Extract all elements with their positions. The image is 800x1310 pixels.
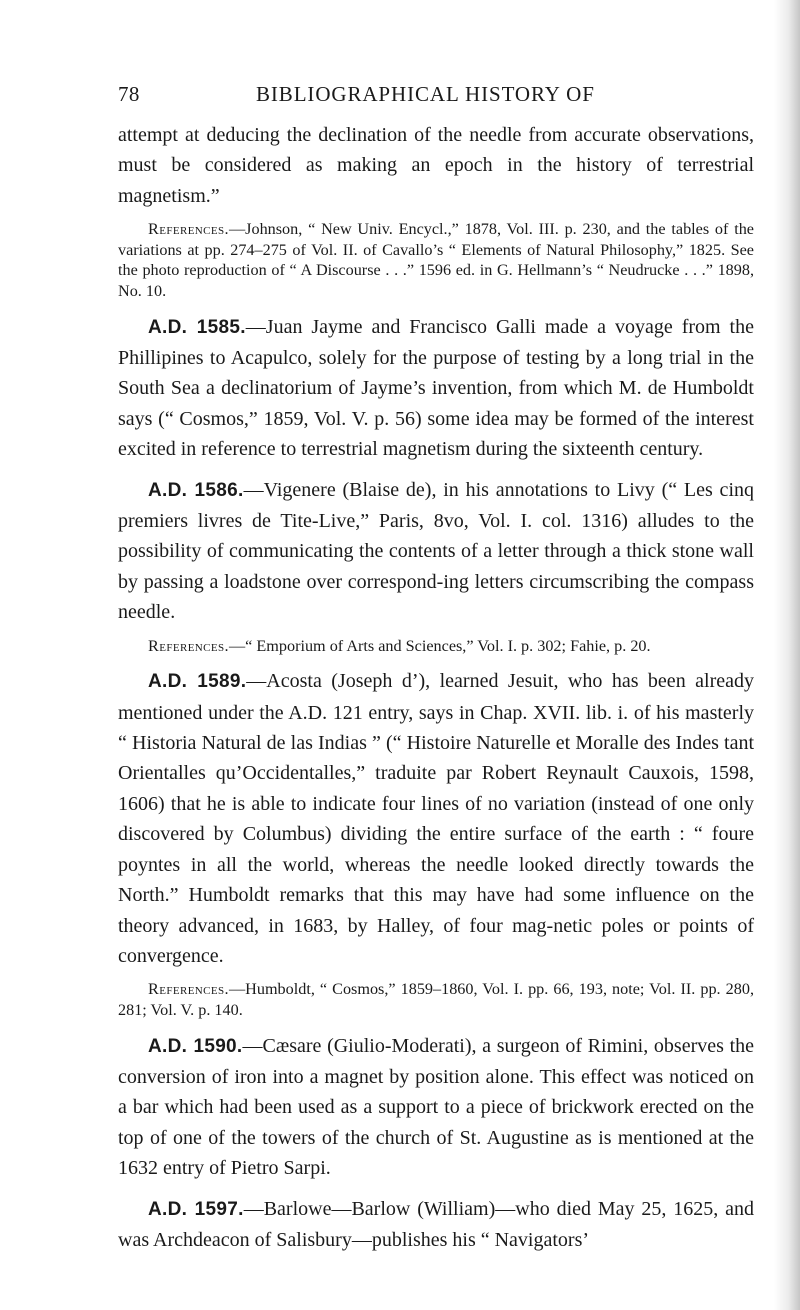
entry-1585 bbox=[118, 312, 754, 465]
entry-1597 bbox=[118, 1194, 754, 1256]
entry-heading: A.D. 1586. bbox=[148, 479, 244, 501]
entry-text: —Vigenere (Blaise de), in his annotations to Livy (“ Les cinq premiers livres de Tite-Live,” Paris, 8vo, Vol. I. col. 1316) alludes to the possibility of communicating the contents of a letter through a thick stone wall by passing a loadstone over correspond-ing letters circumscribing the compass needle. bbox=[118, 478, 754, 624]
references-text: —Johnson, “ New Univ. Encycl.,” 1878, Vol. III. p. 230, and the tables of the variations at pp. 274–275 of Vol. II. of Cavallo’s “ Elements of Natural Philosophy,” 1825. See the photo reproduction of “ A Discourse . . .” 1596 ed. in G. Hellmann’s “ Neudrucke . . .” 1898, No. 10. bbox=[118, 220, 754, 300]
page-body bbox=[118, 120, 754, 1255]
entry-heading: A.D. 1589. bbox=[148, 671, 247, 693]
entry-1590 bbox=[118, 1031, 754, 1184]
entry-heading: A.D. 1597. bbox=[148, 1198, 244, 1220]
entry-heading: A.D. 1585. bbox=[148, 316, 246, 338]
references-text: —“ Emporium of Arts and Sciences,” Vol. I. p. 302; Fahie, p. 20. bbox=[228, 636, 651, 655]
entry-1589 bbox=[118, 666, 754, 971]
references-label: References. bbox=[148, 220, 229, 239]
references-2 bbox=[118, 636, 754, 657]
page-edge-shadow bbox=[774, 0, 800, 1310]
intro-paragraph: attempt at deducing the declination of the needle from accurate observations, must be considered as making an epoch in the history of terrestrial magnetism.” bbox=[118, 124, 754, 207]
entry-heading: A.D. 1590. bbox=[148, 1035, 243, 1057]
references-1 bbox=[118, 219, 754, 301]
references-3 bbox=[118, 979, 754, 1020]
references-text: —Humboldt, “ Cosmos,” 1859–1860, Vol. I. pp. 66, 193, note; Vol. II. pp. 280, 281; Vol. V. p. 140. bbox=[118, 980, 754, 1019]
entry-text: —Acosta (Joseph d’), learned Jesuit, who has been already mentioned under the A.D. 121 entry, says in Chap. XVII. lib. i. of his masterly “ Historia Natural de las Indias ” (“ Histoire Naturelle et Moralle des Indes tant Orientalles qu’Occidentalles,” traduite par Robert Reynault Cauxois, 1598, 1606) that he is able to indicate four lines of no variation (instead of one only discovered by Columbus) dividing the entire surface of the earth : “ foure poyntes in all the world, whereas the needle looked directly towards the North.” Humboldt remarks that this may have had some influence on the theory advanced, in 1683, by Halley, of four mag-netic poles or points of convergence. bbox=[118, 670, 754, 967]
running-title: BIBLIOGRAPHICAL HISTORY OF bbox=[256, 82, 595, 106]
entry-text: —Barlowe—Barlow (William)—who died May 25, 1625, and was Archdeacon of Salisbury—publishes his “ Navigators’ bbox=[118, 1197, 755, 1251]
references-label: References. bbox=[148, 636, 229, 655]
entry-text: —Juan Jayme and Francisco Galli made a voyage from the Phillipines to Acapulco, solely for the purpose of testing by a long trial in the South Sea a declinatorium of Jayme’s invention, from which M. de Humboldt says (“ Cosmos,” 1859, Vol. V. p. 56) some idea may be formed of the interest excited in reference to terrestrial magnetism during the sixteenth century. bbox=[118, 315, 754, 461]
references-label: References. bbox=[148, 980, 229, 999]
entry-1586 bbox=[118, 475, 754, 628]
entry-text: —Cæsare (Giulio-Moderati), a surgeon of Rimini, observes the conversion of iron into a magnet by position alone. This effect was noticed on a bar which had been used as a support to a piece of brickwork erected on the top of one of the towers of the church of St. Augustine as is mentioned at the 1632 entry of Pietro Sarpi. bbox=[118, 1034, 755, 1180]
page-header bbox=[118, 82, 678, 110]
page-number: 78 bbox=[118, 82, 140, 106]
